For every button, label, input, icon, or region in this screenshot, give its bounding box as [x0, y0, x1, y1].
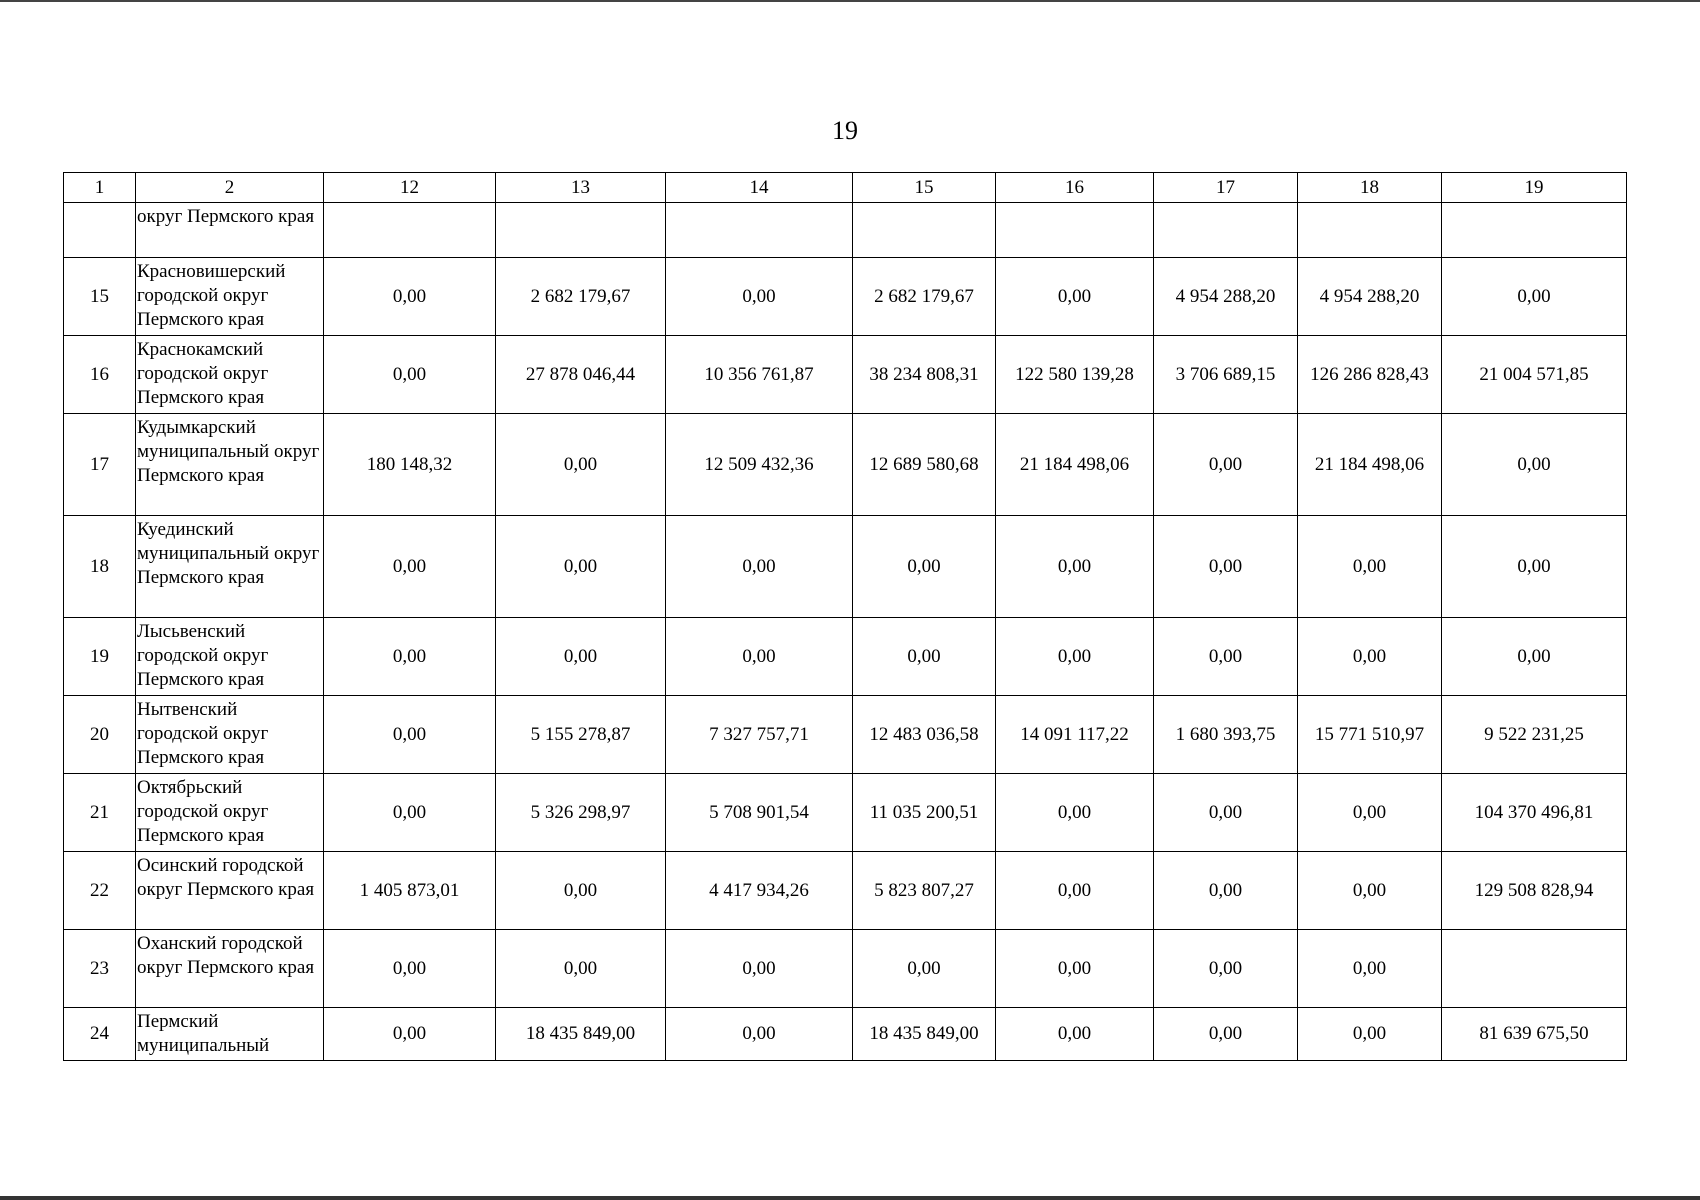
row-number: 23: [64, 930, 136, 1008]
municipality-name: округ Пермского края: [136, 203, 324, 258]
value-cell: 0,00: [666, 1008, 853, 1061]
value-cell: [496, 203, 666, 258]
budget-table: [63, 172, 1627, 1061]
value-cell: 5 708 901,54: [666, 774, 853, 852]
value-cell: 129 508 828,94: [1442, 852, 1627, 930]
value-cell: 0,00: [324, 336, 496, 414]
value-cell: 3 706 689,15: [1154, 336, 1298, 414]
value-cell: 0,00: [1154, 774, 1298, 852]
value-cell: 0,00: [1298, 618, 1442, 696]
municipality-name: Кудымкарский муниципальный округ Пермского края: [136, 414, 324, 516]
value-cell: 14 091 117,22: [996, 696, 1154, 774]
municipality-name: Красновишерский городской округ Пермского края: [136, 258, 324, 336]
value-cell: 4 417 934,26: [666, 852, 853, 930]
value-cell: 0,00: [324, 774, 496, 852]
table-header-row: [64, 173, 1627, 203]
value-cell: 0,00: [496, 930, 666, 1008]
row-number: 16: [64, 336, 136, 414]
row-number: 21: [64, 774, 136, 852]
value-cell: 0,00: [666, 516, 853, 618]
value-cell: [1442, 203, 1627, 258]
value-cell: 0,00: [496, 516, 666, 618]
row-number: 20: [64, 696, 136, 774]
row-number: 24: [64, 1008, 136, 1061]
municipality-name: Краснокамский городской округ Пермского края: [136, 336, 324, 414]
value-cell: 12 509 432,36: [666, 414, 853, 516]
value-cell: 0,00: [853, 930, 996, 1008]
column-header: 16: [996, 173, 1154, 203]
table-body: [64, 203, 1627, 1061]
value-cell: 18 435 849,00: [853, 1008, 996, 1061]
value-cell: 0,00: [996, 852, 1154, 930]
value-cell: 0,00: [1298, 852, 1442, 930]
value-cell: 0,00: [496, 852, 666, 930]
value-cell: 5 326 298,97: [496, 774, 666, 852]
column-header: 2: [136, 173, 324, 203]
value-cell: [1442, 930, 1627, 1008]
value-cell: 0,00: [324, 618, 496, 696]
value-cell: 1 680 393,75: [1154, 696, 1298, 774]
municipality-name: Октябрьский городской округ Пермского края: [136, 774, 324, 852]
value-cell: 21 004 571,85: [1442, 336, 1627, 414]
municipality-name: Лысьвенский городской округ Пермского края: [136, 618, 324, 696]
column-header: 18: [1298, 173, 1442, 203]
value-cell: 126 286 828,43: [1298, 336, 1442, 414]
row-number: [64, 203, 136, 258]
table-row: [64, 618, 1627, 696]
table-row: [64, 203, 1627, 258]
value-cell: 0,00: [1442, 618, 1627, 696]
value-cell: 0,00: [853, 516, 996, 618]
value-cell: [1298, 203, 1442, 258]
column-header: 14: [666, 173, 853, 203]
value-cell: 0,00: [1298, 774, 1442, 852]
value-cell: 0,00: [666, 258, 853, 336]
value-cell: 104 370 496,81: [1442, 774, 1627, 852]
value-cell: 1 405 873,01: [324, 852, 496, 930]
value-cell: 0,00: [996, 258, 1154, 336]
row-number: 15: [64, 258, 136, 336]
value-cell: [996, 203, 1154, 258]
value-cell: [1154, 203, 1298, 258]
value-cell: 0,00: [496, 414, 666, 516]
value-cell: [324, 203, 496, 258]
value-cell: 0,00: [666, 618, 853, 696]
value-cell: 11 035 200,51: [853, 774, 996, 852]
value-cell: 0,00: [996, 516, 1154, 618]
value-cell: 0,00: [1154, 618, 1298, 696]
table-row: [64, 696, 1627, 774]
value-cell: 0,00: [1154, 1008, 1298, 1061]
value-cell: 0,00: [324, 516, 496, 618]
value-cell: 0,00: [1298, 516, 1442, 618]
row-number: 17: [64, 414, 136, 516]
value-cell: 0,00: [1442, 258, 1627, 336]
column-header: 1: [64, 173, 136, 203]
value-cell: 12 689 580,68: [853, 414, 996, 516]
value-cell: 5 823 807,27: [853, 852, 996, 930]
value-cell: 0,00: [1154, 414, 1298, 516]
value-cell: 0,00: [1154, 930, 1298, 1008]
column-header: 15: [853, 173, 996, 203]
value-cell: 4 954 288,20: [1154, 258, 1298, 336]
table-row: [64, 516, 1627, 618]
table-row: [64, 852, 1627, 930]
municipality-name: Куединский муниципальный округ Пермского края: [136, 516, 324, 618]
table-row: [64, 336, 1627, 414]
column-header: 17: [1154, 173, 1298, 203]
value-cell: 0,00: [1298, 1008, 1442, 1061]
value-cell: 12 483 036,58: [853, 696, 996, 774]
value-cell: 38 234 808,31: [853, 336, 996, 414]
value-cell: 0,00: [496, 618, 666, 696]
municipality-name: Оханский городской округ Пермского края: [136, 930, 324, 1008]
page-number: 19: [832, 116, 858, 145]
scan-edge-top: [0, 0, 1700, 2]
municipality-name: Пермский муниципальный: [136, 1008, 324, 1061]
value-cell: 0,00: [324, 1008, 496, 1061]
table-row: [64, 258, 1627, 336]
value-cell: [666, 203, 853, 258]
row-number: 22: [64, 852, 136, 930]
value-cell: 10 356 761,87: [666, 336, 853, 414]
value-cell: 4 954 288,20: [1298, 258, 1442, 336]
scan-edge-bottom: [0, 1196, 1700, 1200]
value-cell: 81 639 675,50: [1442, 1008, 1627, 1061]
value-cell: 2 682 179,67: [496, 258, 666, 336]
table-row: [64, 414, 1627, 516]
value-cell: 7 327 757,71: [666, 696, 853, 774]
value-cell: 0,00: [996, 618, 1154, 696]
value-cell: 0,00: [1442, 414, 1627, 516]
value-cell: 15 771 510,97: [1298, 696, 1442, 774]
value-cell: 0,00: [324, 930, 496, 1008]
value-cell: 122 580 139,28: [996, 336, 1154, 414]
value-cell: 0,00: [324, 258, 496, 336]
value-cell: 21 184 498,06: [1298, 414, 1442, 516]
value-cell: 5 155 278,87: [496, 696, 666, 774]
column-header: 12: [324, 173, 496, 203]
value-cell: 27 878 046,44: [496, 336, 666, 414]
column-header: 13: [496, 173, 666, 203]
value-cell: 0,00: [996, 774, 1154, 852]
value-cell: 0,00: [324, 696, 496, 774]
value-cell: 0,00: [666, 930, 853, 1008]
value-cell: 0,00: [996, 930, 1154, 1008]
municipality-name: Осинский городской округ Пермского края: [136, 852, 324, 930]
column-header: 19: [1442, 173, 1627, 203]
value-cell: 0,00: [1154, 516, 1298, 618]
value-cell: 0,00: [1154, 852, 1298, 930]
table-row: [64, 930, 1627, 1008]
value-cell: 0,00: [996, 1008, 1154, 1061]
value-cell: 18 435 849,00: [496, 1008, 666, 1061]
value-cell: 0,00: [1298, 930, 1442, 1008]
value-cell: 0,00: [1442, 516, 1627, 618]
row-number: 18: [64, 516, 136, 618]
value-cell: 9 522 231,25: [1442, 696, 1627, 774]
value-cell: [853, 203, 996, 258]
value-cell: 21 184 498,06: [996, 414, 1154, 516]
value-cell: 2 682 179,67: [853, 258, 996, 336]
table-row: [64, 774, 1627, 852]
value-cell: 0,00: [853, 618, 996, 696]
row-number: 19: [64, 618, 136, 696]
table-row: [64, 1008, 1627, 1061]
municipality-name: Нытвенский городской округ Пермского края: [136, 696, 324, 774]
value-cell: 180 148,32: [324, 414, 496, 516]
